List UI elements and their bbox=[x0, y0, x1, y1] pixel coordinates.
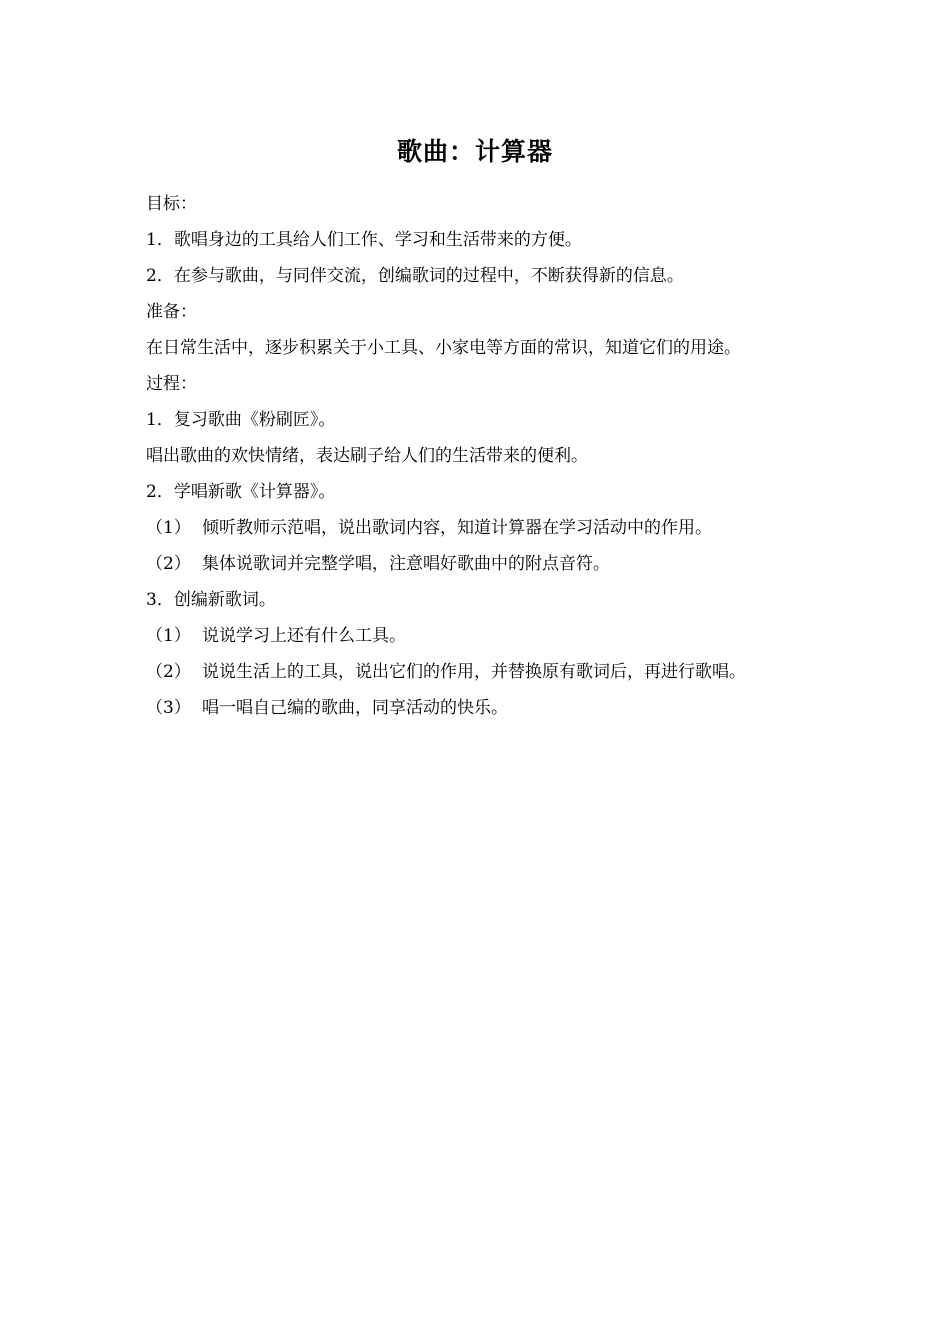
step-3-item-3 bbox=[146, 690, 846, 726]
step-3-item-1 bbox=[146, 618, 846, 654]
step-3-item-2-number: （2） bbox=[146, 662, 191, 682]
step-2-item-2 bbox=[146, 546, 846, 582]
step-2-item-1 bbox=[146, 510, 846, 546]
document-title: 歌曲：计算器 bbox=[396, 137, 553, 166]
step-3-heading: 3．创编新歌词。 bbox=[146, 590, 276, 610]
process-heading: 过程： bbox=[146, 374, 197, 394]
goal-item-2: 2．在参与歌曲，与同伴交流，创编歌词的过程中，不断获得新的信息。 bbox=[146, 266, 684, 286]
document-body bbox=[146, 186, 846, 726]
step-2-heading: 2．学唱新歌《计算器》。 bbox=[146, 482, 336, 502]
prep-text: 在日常生活中，逐步积累关于小工具、小家电等方面的常识，知道它们的用途。 bbox=[146, 338, 741, 358]
step-3-item-2 bbox=[146, 654, 846, 690]
step-2-item-1-number: （1） bbox=[146, 518, 191, 538]
step-2-item-2-number: （2） bbox=[146, 554, 191, 574]
step-3-item-3-number: （3） bbox=[146, 698, 191, 718]
step-2-item-2-text: 集体说歌词并完整学唱，注意唱好歌曲中的附点音符。 bbox=[202, 554, 610, 574]
step-3-item-1-number: （1） bbox=[146, 626, 191, 646]
step-3-item-3-text: 唱一唱自己编的歌曲，同享活动的快乐。 bbox=[202, 698, 508, 718]
step-3-item-1-text: 说说学习上还有什么工具。 bbox=[202, 626, 406, 646]
goal-item-1: 1．歌唱身边的工具给人们工作、学习和生活带来的方便。 bbox=[146, 230, 582, 250]
goal-heading: 目标： bbox=[146, 194, 197, 214]
step-3-item-2-text: 说说生活上的工具，说出它们的作用，并替换原有歌词后，再进行歌唱。 bbox=[202, 662, 746, 682]
step-2-item-1-text: 倾听教师示范唱，说出歌词内容，知道计算器在学习活动中的作用。 bbox=[202, 518, 712, 538]
step-1-text: 唱出歌曲的欢快情绪，表达刷子给人们的生活带来的便利。 bbox=[146, 446, 588, 466]
prep-heading: 准备： bbox=[146, 302, 197, 322]
step-1-heading: 1．复习歌曲《粉刷匠》。 bbox=[146, 410, 336, 430]
